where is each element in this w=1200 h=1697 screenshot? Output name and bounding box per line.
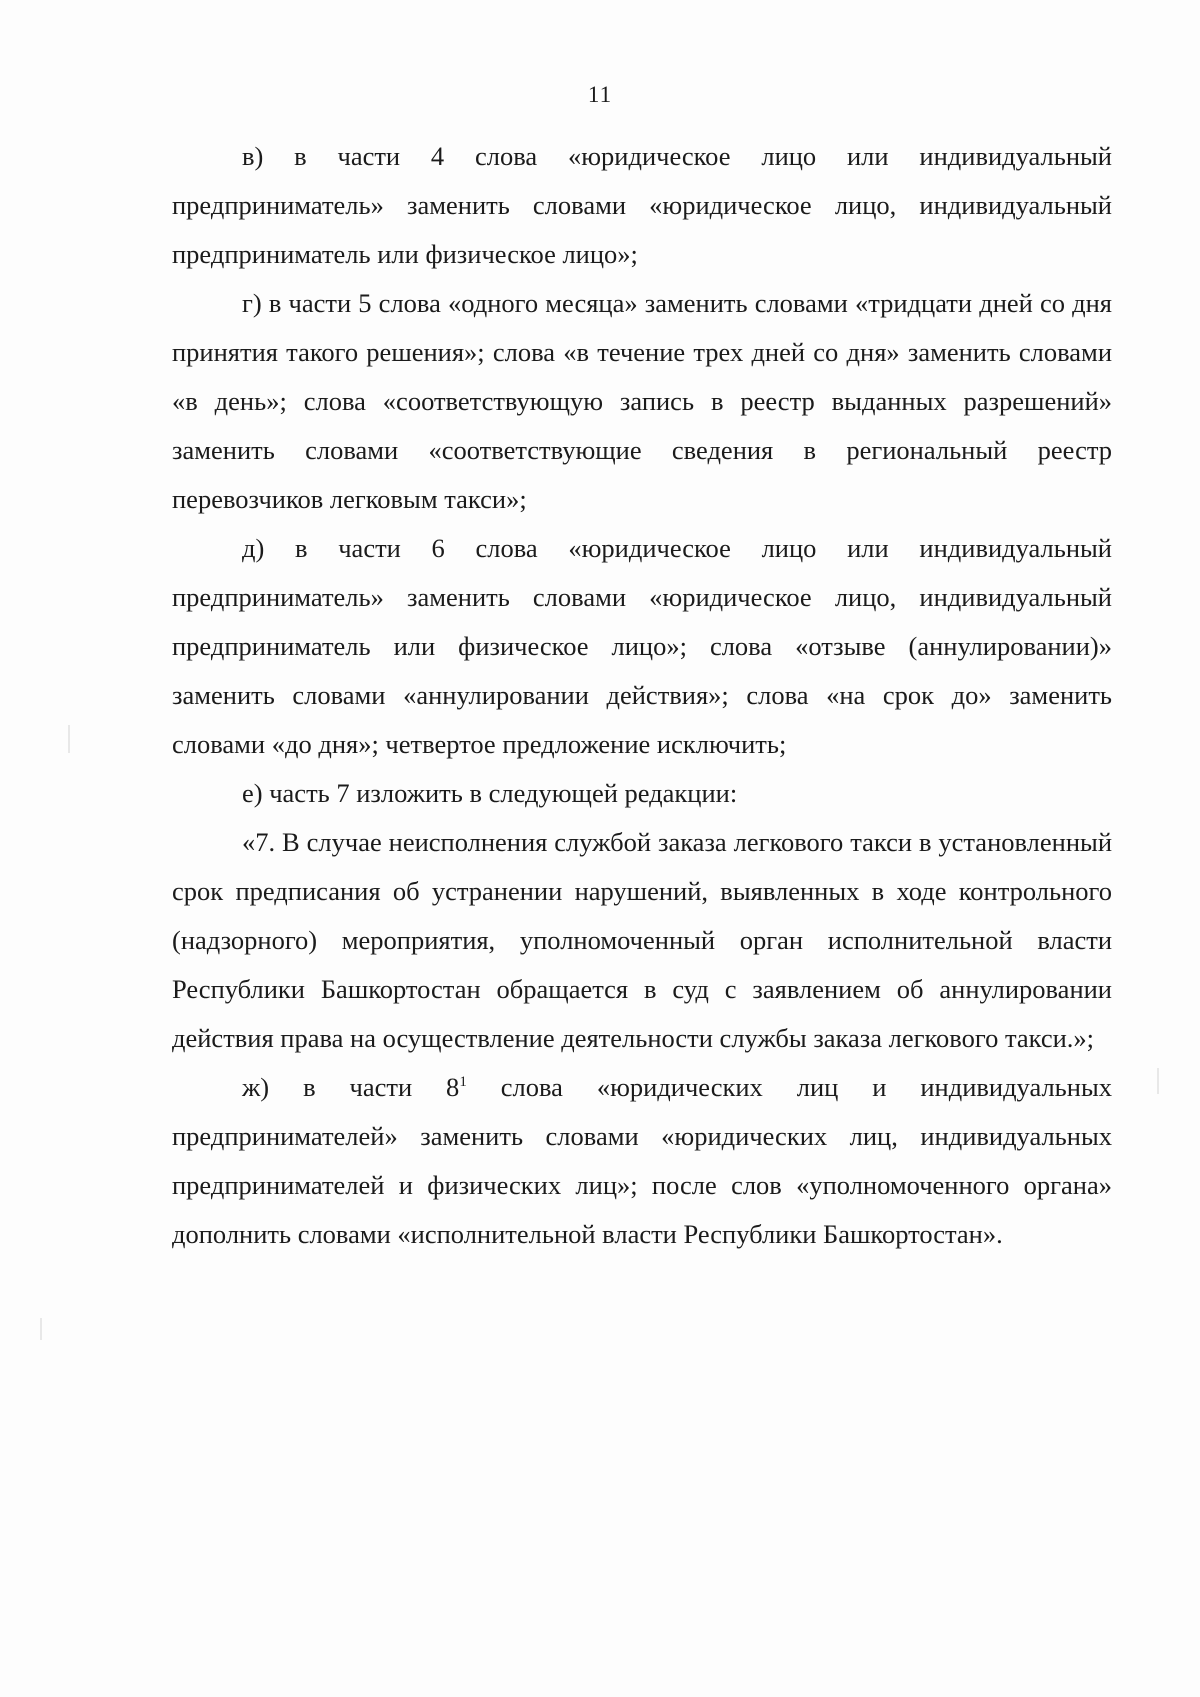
document-body: [172, 132, 1112, 1259]
part-superscript: 1: [459, 1074, 467, 1091]
paragraph-v: в) в части 4 слова «юридическое лицо или индивидуальный предприниматель» заменить словами «юридическое лицо, индивидуальный предприниматель или физическое лицо»;: [172, 141, 1112, 269]
paragraph-e: е) часть 7 изложить в следующей редакции:: [242, 778, 738, 808]
scan-artifact: [68, 725, 70, 753]
paragraph-zh-start: ж) в части 8: [242, 1072, 460, 1102]
paragraph-g: г) в части 5 слова «одного месяца» заменить словами «тридцати дней со дня принятия такого решения»; слова «в течение трех дней со дня» заменить словами «в день»; слова «соответствующую запись в реестр выданных разрешений» заменить словами «соответствующие сведения в региональный реестр перевозчиков легковым такси»;: [172, 288, 1112, 514]
scan-artifact: [40, 1318, 42, 1340]
page-number: 11: [587, 82, 613, 107]
scan-artifact: [1157, 1068, 1159, 1094]
paragraph-d: д) в части 6 слова «юридическое лицо или индивидуальный предприниматель» заменить словами «юридическое лицо, индивидуальный предприниматель или физическое лицо»; слова «отзыве (аннулировании)» заменить словами «аннулировании действия»; слова «на срок до» заменить словами «до дня»; четвертое предложение исключить;: [172, 533, 1112, 759]
paragraph-zh-rest: слова «юридических лиц и индивидуальных предпринимателей» заменить словами «юридических лиц, индивидуальных предпринимателей и физических лиц»; после слов «уполномоченного органа» дополнить словами «исполнительной власти Республики Башкортостан».: [172, 1072, 1112, 1249]
paragraph-part-7-new-text: «7. В случае неисполнения службой заказа легкового такси в установленный срок предписания об устранении нарушений, выявленных в ходе контрольного (надзорного) мероприятия, уполномоченный орган исполнительной власти Республики Башкортостан обращается в суд с заявлением об аннулировании действия права на осуществление деятельности службы заказа легкового такси.»;: [172, 827, 1112, 1053]
paragraph-zh: [172, 1063, 1112, 1259]
